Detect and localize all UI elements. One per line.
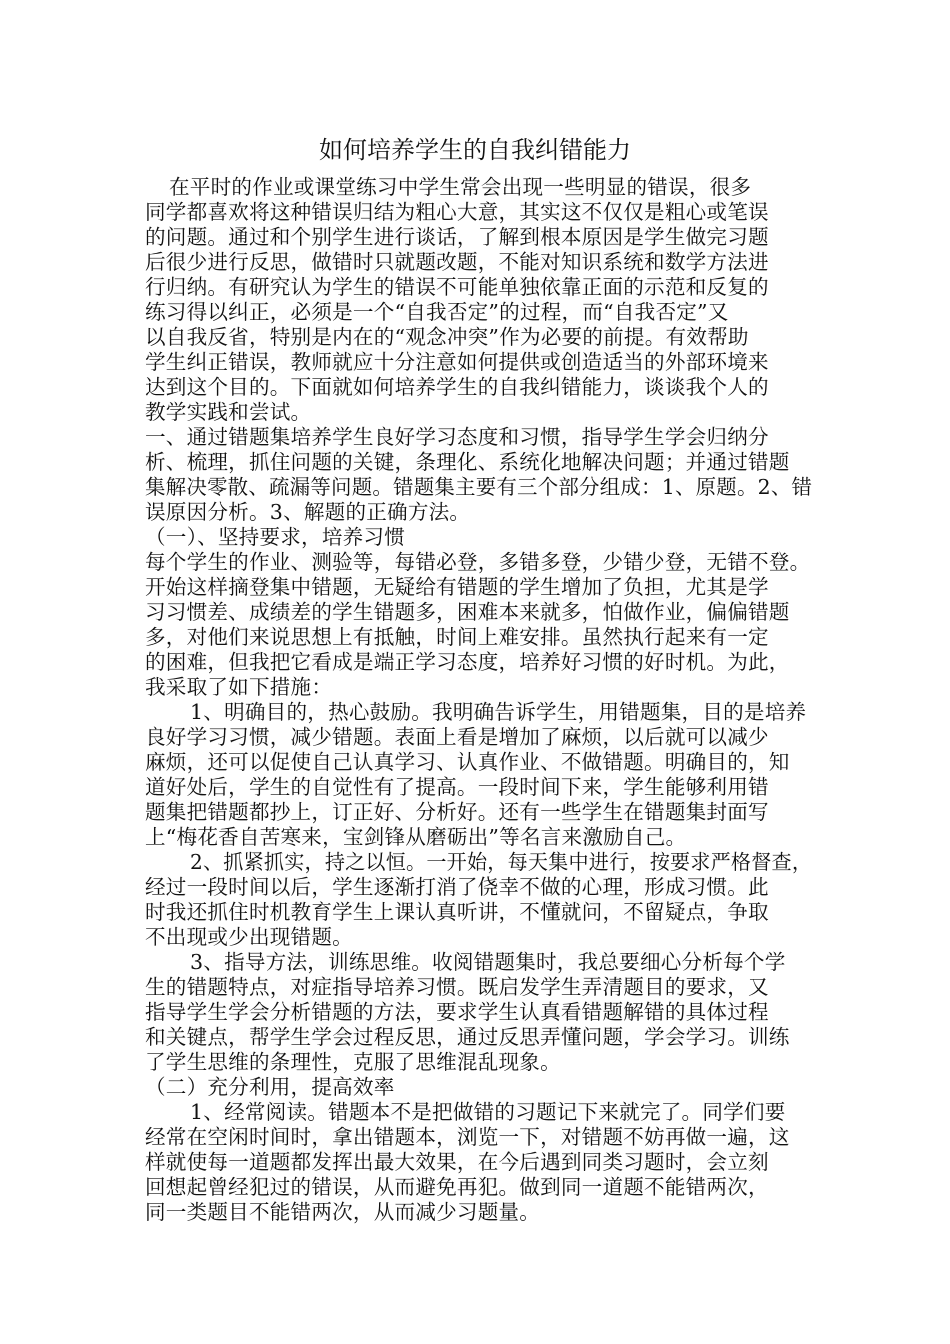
subsection-heading: （一）、坚持要求，培养习惯 bbox=[145, 525, 406, 549]
paragraph-line: 教学实践和尝试。 bbox=[145, 400, 312, 424]
paragraph-line: 我采取了如下措施： bbox=[145, 675, 333, 699]
section-heading-line: 一、通过错题集培养学生良好学习态度和习惯，指导学生学会归纳分 bbox=[145, 425, 769, 449]
paragraph-line: 析、梳理，抓住问题的关键，条理化、系统化地解决问题；并通过错题 bbox=[145, 450, 790, 474]
paragraph-line: 了学生思维的条理性，克服了思维混乱现象。 bbox=[145, 1050, 561, 1074]
paragraph-line: 和关键点，帮学生学会过程反思，通过反思弄懂问题，学会学习。训练 bbox=[145, 1025, 790, 1049]
paragraph-line: 题集把错题都抄上，订正好、分析好。还有一些学生在错题集封面写 bbox=[145, 800, 769, 824]
paragraph-line: 3、指导方法，训练思维。收阅错题集时，我总要细心分析每个学 bbox=[190, 950, 786, 974]
paragraph-line: 的问题。通过和个别学生进行谈话，了解到根本原因是学生做完习题 bbox=[145, 225, 769, 249]
paragraph-line: 同一类题目不能错两次，从而减少习题量。 bbox=[145, 1200, 541, 1224]
paragraph-line: 行归纳。有研究认为学生的错误不可能单独依靠正面的示范和反复的 bbox=[145, 275, 769, 299]
paragraph-line: 的困难，但我把它看成是端正学习态度，培养好习惯的好时机。为此， bbox=[145, 650, 790, 674]
paragraph-line: 每个学生的作业、测验等，每错必登，多错多登，少错少登，无错不登。 bbox=[145, 550, 811, 574]
paragraph-line: 达到这个目的。下面就如何培养学生的自我纠错能力，谈谈我个人的 bbox=[145, 375, 769, 399]
paragraph-line: 1、明确目的，热心鼓励。我明确告诉学生，用错题集，目的是培养 bbox=[190, 700, 807, 724]
paragraph-line: 练习得以纠正，必须是一个“自我否定”的过程，而“自我否定”又 bbox=[145, 300, 729, 324]
paragraph-line: 2、抓紧抓实，持之以恒。一开始，每天集中进行，按要求严格督查， bbox=[190, 850, 813, 874]
paragraph-line: 回想起曾经犯过的错误，从而避免再犯。做到同一道题不能错两次， bbox=[145, 1175, 769, 1199]
subsection-heading: （二）充分利用，提高效率 bbox=[145, 1075, 395, 1099]
paragraph-line: 样就使每一道题都发挥出最大效果，在今后遇到同类习题时，会立刻 bbox=[145, 1150, 769, 1174]
paragraph-line: 不出现或少出现错题。 bbox=[145, 925, 353, 949]
paragraph-line: 开始这样摘登集中错题，无疑给有错题的学生增加了负担，尤其是学 bbox=[145, 575, 769, 599]
paragraph-line: 麻烦，还可以促使自己认真学习、认真作业、不做错题。明确目的，知 bbox=[145, 750, 790, 774]
paragraph-line: 经常在空闲时间时，拿出错题本，浏览一下，对错题不妨再做一遍，这 bbox=[145, 1125, 790, 1149]
paragraph-line: 学生纠正错误，教师就应十分注意如何提供或创造适当的外部环境来 bbox=[145, 350, 769, 374]
paragraph-line: 上“梅花香自苦寒来，宝剑锋从磨砺出”等名言来激励自己。 bbox=[145, 825, 687, 849]
paragraph-line: 以自我反省，特别是内在的“观念冲突”作为必要的前提。有效帮助 bbox=[145, 325, 749, 349]
paragraph-line: 集解决零散、疏漏等问题。错题集主要有三个部分组成：1、原题。2、错 bbox=[145, 475, 813, 499]
paragraph-line: 在平时的作业或课堂练习中学生常会出现一些明显的错误，很多 bbox=[169, 175, 752, 199]
paragraph-line: 指导学生学会分析错题的方法，要求学生认真看错题解错的具体过程 bbox=[145, 1000, 769, 1024]
paragraph-line: 1、经常阅读。错题本不是把做错的习题记下来就完了。同学们要 bbox=[190, 1100, 786, 1124]
paragraph-line: 生的错题特点，对症指导培养习惯。既启发学生弄清题目的要求，又 bbox=[145, 975, 769, 999]
paragraph-line: 良好学习习惯，减少错题。表面上看是增加了麻烦，以后就可以减少 bbox=[145, 725, 769, 749]
paragraph-line: 经过一段时间以后，学生逐渐打消了侥幸不做的心理，形成习惯。此 bbox=[145, 875, 769, 899]
paragraph-line: 误原因分析。3、解题的正确方法。 bbox=[145, 500, 471, 524]
paragraph-line: 多，对他们来说思想上有抵触，时间上难安排。虽然执行起来有一定 bbox=[145, 625, 769, 649]
paragraph-line: 道好处后，学生的自觉性有了提高。一段时间下来，学生能够利用错 bbox=[145, 775, 769, 799]
document-title: 如何培养学生的自我纠错能力 bbox=[319, 136, 631, 164]
paragraph-line: 同学都喜欢将这种错误归结为粗心大意，其实这不仅仅是粗心或笔误 bbox=[145, 200, 769, 224]
paragraph-line: 后很少进行反思，做错时只就题改题，不能对知识系统和数学方法进 bbox=[145, 250, 769, 274]
paragraph-line: 习习惯差、成绩差的学生错题多，困难本来就多，怕做作业，偏偏错题 bbox=[145, 600, 790, 624]
paragraph-line: 时我还抓住时机教育学生上课认真听讲，不懂就问，不留疑点，争取 bbox=[145, 900, 769, 924]
